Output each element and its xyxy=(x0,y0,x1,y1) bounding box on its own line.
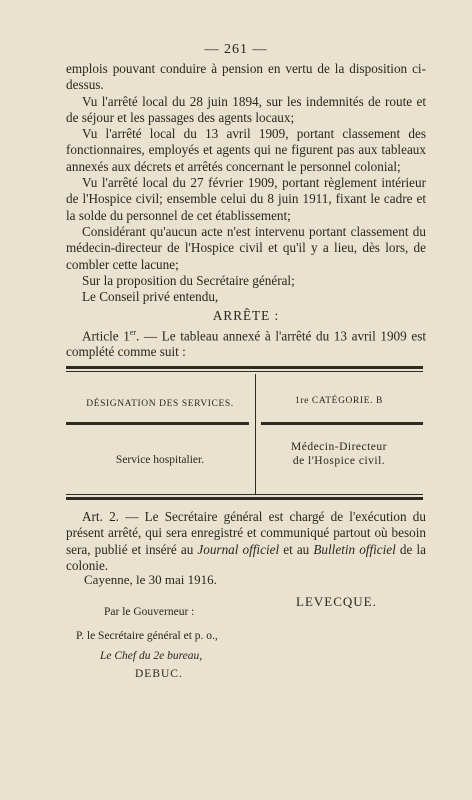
bulletin-officiel: Bulletin officiel xyxy=(313,541,396,557)
paragraph-vu-1894: Vu l'arrêté local du 28 juin 1894, sur les indemnités de route et de séjour et les passages des agents locaux; xyxy=(66,93,426,125)
article-2-mid: et au xyxy=(279,541,314,557)
page-number: — 261 — xyxy=(204,42,268,57)
article-1-text: . — Le tableau annexé à l'arrêté du 13 avril 1909 est complété comme suit : xyxy=(66,328,426,360)
row-fonction xyxy=(264,440,414,468)
paragraph-considerant: Considérant qu'aucun acte n'est intervenu portant classement du médecin-directeur de l'Hospice civil et qu'il y a lieu, dès lors, de combler cette lacune; xyxy=(66,223,426,272)
table-top-rule xyxy=(66,366,423,369)
paragraph-vu-fevrier-1909: Vu l'arrêté local du 27 février 1909, portant règlement intérieur de l'Hospice civil; ensemble celui du 8 juin 1911, fixant le cadre et la solde du personnel de cet établissement; xyxy=(66,175,426,223)
paragraph-proposition: Sur la proposition du Secrétaire général; xyxy=(82,272,295,288)
article-2 xyxy=(66,509,426,574)
par-le-gouverneur: Par le Gouverneur : xyxy=(104,606,195,618)
paragraph-vu-avril-1909: Vu l'arrêté local du 13 avril 1909, portant classement des fonctionnaires, employés et agents qui ne figurent pas aux tableaux annexés aux décrets et arrêtés concernant le personnel colonial; xyxy=(66,126,426,174)
article-2-end: de la colonie. xyxy=(66,541,426,573)
signature-debuc: DEBUC. xyxy=(135,668,183,680)
header-rule-right xyxy=(261,422,423,425)
table-column-divider xyxy=(255,374,256,494)
arrete-heading: ARRÊTE : xyxy=(212,308,280,324)
place-date: Cayenne, le 30 mai 1916. xyxy=(84,572,217,587)
paragraph-continuation: emplois pouvant conduire à pension en vertu de la disposition ci-dessus. xyxy=(66,61,426,93)
row-fonction-line-1: Médecin-Directeur xyxy=(291,441,387,453)
article-1-lead: Article 1 xyxy=(82,328,130,344)
row-fonction-line-2: de l'Hospice civil. xyxy=(292,455,386,467)
chef-de-bureau: Le Chef du 2e bureau, xyxy=(100,650,203,662)
annex-table xyxy=(66,366,423,502)
header-rule-left xyxy=(66,422,249,425)
article-2-lead: Art. 2. — Le Secrétaire général est chargé de l'exécution du présent arrêté, qui sera enregistré et communiqué partout où besoin sera, publié et inséré au xyxy=(66,509,426,557)
preamble xyxy=(66,61,426,361)
table-top-thin-rule xyxy=(66,371,423,372)
table-bottom-thin-rule xyxy=(66,494,423,495)
secretaire-general: P. le Secrétaire général et p. o., xyxy=(76,630,218,642)
row-service: Service hospitalier. xyxy=(115,454,205,466)
article-1 xyxy=(66,325,426,361)
header-designation: DÉSIGNATION DES SERVICES. xyxy=(86,399,234,409)
header-categorie: 1re CATÉGORIE. B xyxy=(295,396,383,406)
journal-officiel: Journal officiel xyxy=(197,541,280,557)
article-1-superscript: er xyxy=(129,327,137,337)
signature-gouverneur: LEVECQUE. xyxy=(296,594,377,609)
paragraph-conseil: Le Conseil privé entendu, xyxy=(82,289,219,305)
table-bottom-rule xyxy=(66,497,423,500)
